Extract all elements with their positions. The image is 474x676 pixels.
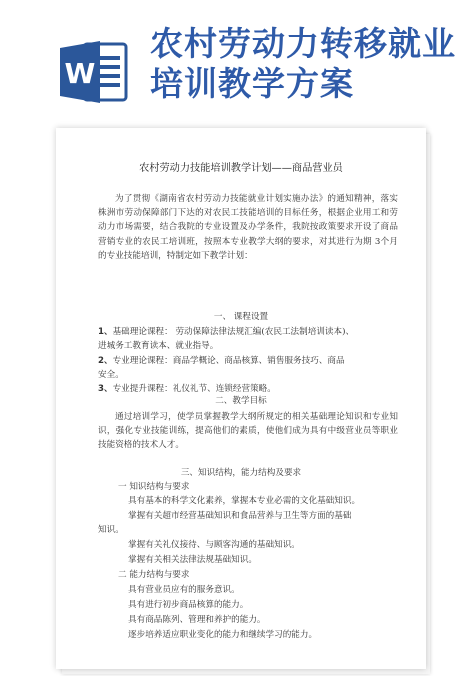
svg-text:W: W: [64, 57, 96, 90]
ability-item-1: 具有营业员应有的服务意识。: [128, 585, 240, 595]
knowledge-item-3: 掌握有关礼仪接待、与顾客沟通的基础知识。: [128, 540, 300, 550]
document-preview: [56, 128, 432, 676]
knowledge-heading: 一 知识结构与要求: [118, 482, 190, 492]
course-item-2-cont: 安全。: [98, 370, 124, 380]
knowledge-item-4: 掌握有关相关法律法规基础知识。: [128, 555, 257, 565]
word-document-icon: [58, 38, 130, 106]
section-heading-courses: 一、 课程设置: [213, 312, 269, 322]
goal-paragraph: 通过培训学习，使学员掌握教学大纲所规定的相关基础理论知识和专业知识，强化专业技能训练，提高他们的素质，使他们成为具有中级营业员等职业技能资格的技术人才。: [98, 412, 398, 451]
section-heading-goals: 二、教学目标: [215, 396, 267, 406]
document-title: 农村劳动力技能培训教学计划——商品营业员: [139, 163, 343, 174]
page-title: 农村劳动力转移就业培训教学方案: [150, 24, 456, 103]
course-item-3: 3、专业提升课程：礼仪礼节、连锁经营策略。: [98, 384, 276, 394]
knowledge-item-2-cont: 知识。: [98, 525, 124, 535]
ability-item-4: 逐步培养适应职业变化的能力和继续学习的能力。: [128, 630, 318, 640]
knowledge-item-2: 掌握有关超市经营基础知识和食品营养与卫生等方面的基础: [128, 511, 352, 521]
course-item-1-cont: 进城务工教育读本、就业指导。: [98, 341, 219, 351]
course-number: 2、: [98, 356, 113, 366]
course-item-1: 1、基础理论课程： 劳动保障法律法规汇编(农民工法制培训读本)、: [98, 327, 355, 337]
course-item-2: 2、专业理论课程：商品学概论、商品核算、销售服务技巧、商品: [98, 356, 345, 366]
section-heading-structure: 三、知识结构，能力结构及要求: [180, 468, 302, 478]
intro-paragraph: 为了贯彻《湖南省农村劳动力技能就业计划实施办法》的通知精神，落实株洲市劳动保障部门下达的对农民工技能培训的目标任务，根据企业用工和劳动力市场需要，结合我院的专业设置及办学条件，我院按政策要求开设了商品营销专业的农民工培训班，按照本专业教学大纲的要求，对其进行为期 3个月的专业技能培训，特制定如下教学计划：: [98, 194, 398, 261]
header-banner: [0, 0, 474, 125]
ability-item-2: 具有进行初步商品核算的能力。: [128, 600, 249, 610]
ability-heading: 二 能力结构与要求: [118, 570, 190, 580]
knowledge-item-1: 具有基本的科学文化素养，掌握本专业必需的文化基础知识。: [128, 496, 361, 506]
document-page: [56, 128, 426, 669]
course-number: 1、: [98, 327, 113, 337]
ability-item-3: 具有商品陈列、管理和养护的能力。: [128, 615, 266, 625]
course-number: 3、: [98, 384, 113, 394]
